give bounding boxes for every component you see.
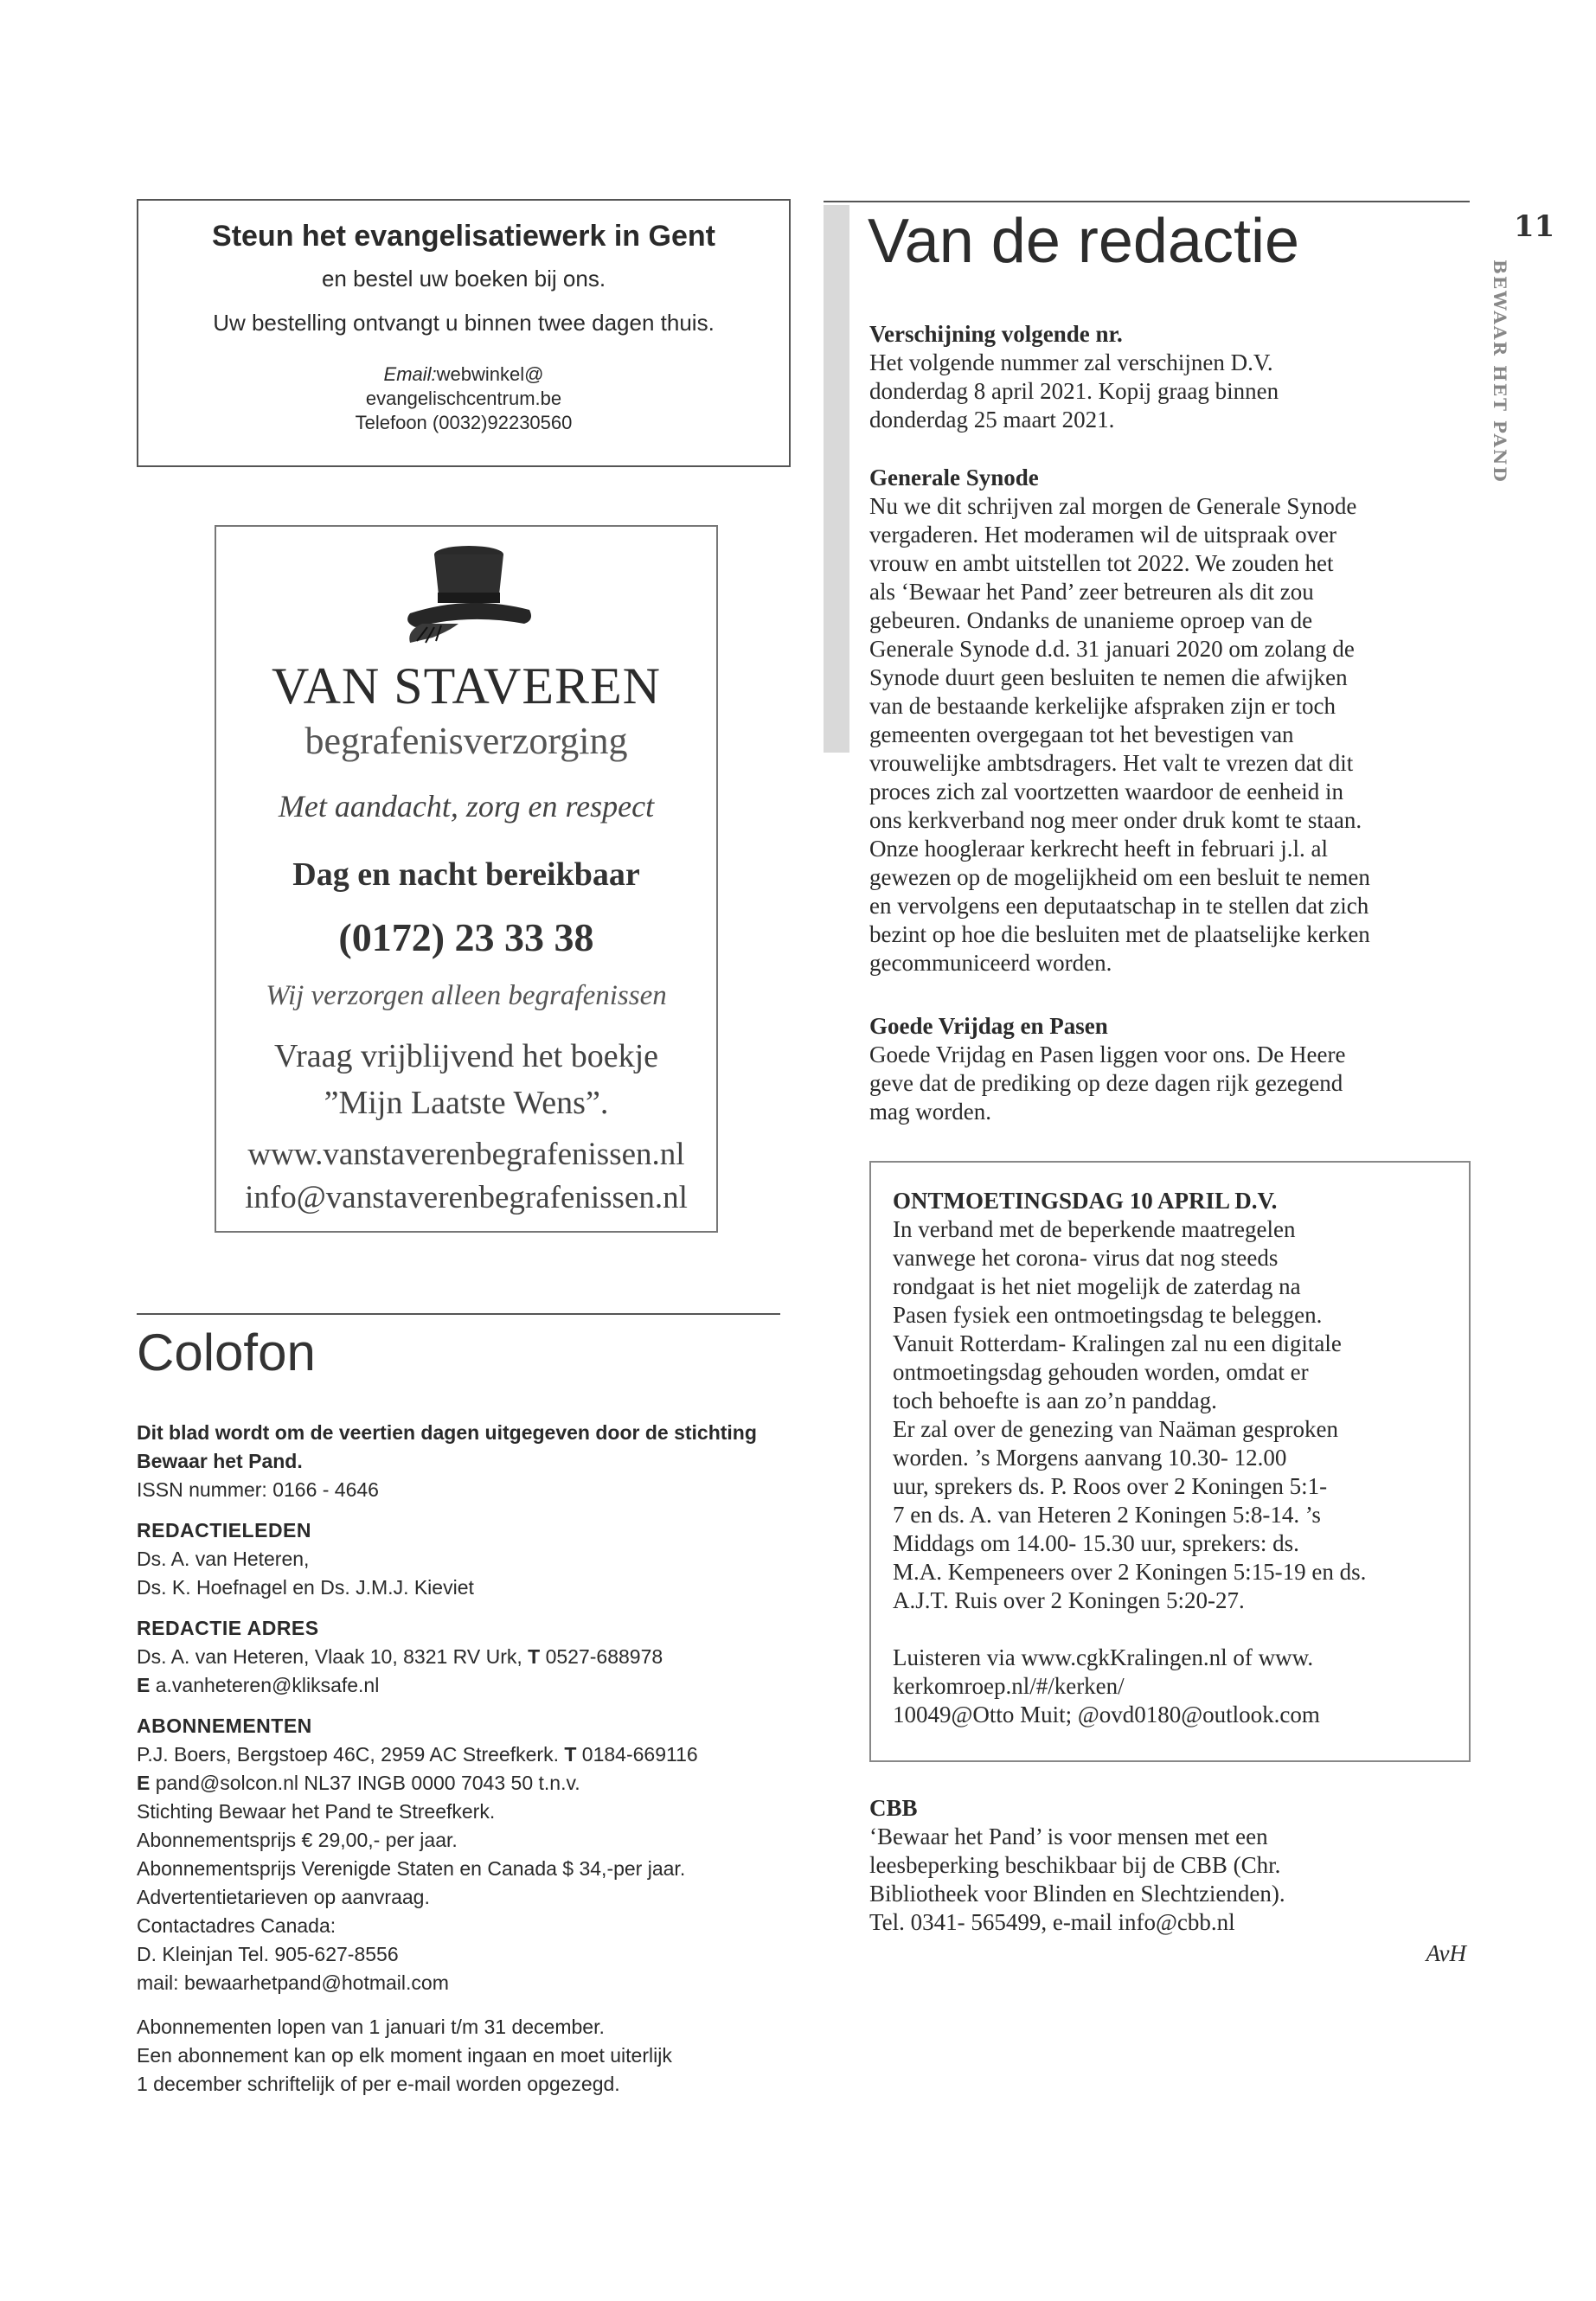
advert-availability: Dag en nacht bereikbaar (292, 856, 640, 893)
meeting-line: vanwege het corona- virus dat nog steeds (893, 1245, 1279, 1271)
abonnementen-line: Abonnementsprijs Verenigde Staten en Canada $ 34,-per jaar. (137, 1857, 686, 1880)
redactie-adres-line (137, 1643, 794, 1671)
colofon-intro: Dit blad wordt om de veertien dagen uitgegeven door de stichting Bewaar het Pand. (137, 1421, 757, 1472)
article-line: ‘Bewaar het Pand’ is voor mensen met een (869, 1823, 1268, 1849)
adres-text: Ds. A. van Heteren, Vlaak 10, 8321 RV Urk, (137, 1645, 522, 1668)
abo-t-value: 0184-669116 (581, 1743, 698, 1766)
article-line: ons kerkverband nog meer onder druk komt te staan. (869, 807, 1362, 833)
running-head: BEWAAR HET PAND (1490, 260, 1510, 484)
meeting-line: In verband met de beperkende maatregelen (893, 1216, 1296, 1242)
meeting-day-box (869, 1161, 1471, 1762)
redactie-adres-heading: REDACTIE ADRES (137, 1617, 319, 1639)
top-hat-gloves-icon (398, 541, 545, 644)
article-line: Onze hoogleraar kerkrecht heeft in februari j.l. al (869, 836, 1328, 862)
advert-phone: (0172) 23 33 38 (338, 915, 594, 959)
meeting-line: M.A. Kempeneers over 2 Koningen 5:15-19 en ds. (893, 1559, 1367, 1585)
funeral-advert (215, 525, 718, 1233)
advert-subtitle: begrafenisverzorging (304, 720, 628, 762)
email-value-domain: evangelischcentrum.be (365, 388, 562, 409)
closing-line: 1 december schriftelijk of per e-mail worden opgezegd. (137, 2073, 620, 2095)
meeting-day-content (893, 1187, 1455, 1729)
article-line: Bibliotheek voor Blinden en Slechtzienden). (869, 1881, 1285, 1907)
article-line: en vervolgens een deputaatschap in te stellen dat zich (869, 893, 1369, 919)
adres-e-value: a.vanheteren@kliksafe.nl (155, 1674, 380, 1696)
redactie-side-bar (824, 205, 849, 753)
article-line: donderdag 25 maart 2021. (869, 407, 1115, 433)
advert-only-funerals: Wij verzorgen alleen begrafenissen (266, 980, 667, 1011)
article-line: Tel. 0341- 565499, e-mail info@cbb.nl (869, 1909, 1235, 1935)
colofon-divider (137, 1313, 780, 1315)
abonnementen-email (137, 1769, 794, 1798)
redactielid-2: Ds. K. Hoefnagel en Ds. J.M.J. Kieviet (137, 1576, 474, 1599)
abonnementen-line: Contactadres Canada: (137, 1914, 337, 1937)
abonnementen-line: Stichting Bewaar het Pand te Streefkerk. (137, 1800, 496, 1823)
article-line: proces zich zal voortzetten waardoor de eenheid in (869, 779, 1343, 804)
bookshop-ad-line2: Uw bestelling ontvangt u binnen twee dagen thuis. (213, 310, 715, 336)
abonnementen-line: mail: bewaarhetpand@hotmail.com (137, 1971, 449, 1994)
article-verschijning (869, 320, 1475, 434)
advert-email: info@vanstaverenbegrafenissen.nl (245, 1180, 688, 1215)
bookshop-ad-line1: en bestel uw boeken bij ons. (321, 266, 606, 292)
meeting-line: worden. ’s Morgens aanvang 10.30- 12.00 (893, 1445, 1287, 1471)
redactie-top-rule (824, 201, 1470, 202)
article-line: gecommuniceerd worden. (869, 950, 1112, 976)
email-label: Email: (383, 363, 437, 385)
article-heading: CBB (869, 1795, 918, 1821)
abonnementen-address (137, 1740, 794, 1769)
article-line: donderdag 8 april 2021. Kopij graag binnen (869, 378, 1279, 404)
advert-website: www.vanstaverenbegrafenissen.nl (247, 1137, 685, 1172)
meeting-listen-line: 10049@Otto Muit; @ovd0180@outlook.com (893, 1702, 1320, 1727)
bookshop-ad-title: Steun het evangelisatiewerk in Gent (212, 220, 715, 253)
article-heading: Goede Vrijdag en Pasen (869, 1013, 1108, 1039)
abonnementen-heading: ABONNEMENTEN (137, 1715, 312, 1737)
colofon-section (137, 1419, 794, 2099)
abonnementen-line: Advertentietarieven op aanvraag. (137, 1886, 430, 1908)
article-line: gebeuren. Ondanks de unanieme oproep van de (869, 607, 1313, 633)
article-heading: Generale Synode (869, 465, 1039, 490)
article-line: gemeenten overgegaan tot het bevestigen van (869, 721, 1294, 747)
article-line: als ‘Bewaar het Pand’ zeer betreuren als dit zou (869, 579, 1314, 605)
article-heading: Verschijning volgende nr. (869, 321, 1123, 347)
meeting-line: Middags om 14.00- 15.30 uur, sprekers: ds. (893, 1530, 1299, 1556)
meeting-line: uur, sprekers ds. P. Roos over 2 Koningen 5:1- (893, 1473, 1328, 1499)
abo-text: P.J. Boers, Bergstoep 46C, 2959 AC Streefkerk. (137, 1743, 559, 1766)
adres-e-label: E (137, 1674, 151, 1696)
meeting-line: ontmoetingsdag gehouden worden, omdat er (893, 1359, 1309, 1385)
page-number: 11 (1514, 209, 1555, 244)
article-line: Nu we dit schrijven zal morgen de Generale Synode (869, 493, 1357, 519)
article-line: Generale Synode d.d. 31 januari 2020 om zolang de (869, 636, 1355, 662)
article-generale-synode (869, 464, 1475, 977)
article-line: gewezen op de mogelijkheid om een besluit te nemen (869, 864, 1370, 890)
advert-motto: Met aandacht, zorg en respect (278, 789, 655, 824)
article-line: Goede Vrijdag en Pasen liggen voor ons. De Heere (869, 1042, 1346, 1067)
article-cbb (869, 1794, 1475, 1937)
bookshop-ad-email (138, 362, 789, 411)
meeting-line: Pasen fysiek een ontmoetingsdag te beleggen. (893, 1302, 1323, 1328)
editor-signature: AvH (1426, 1940, 1466, 1966)
meeting-line: toch behoefte is aan zo’n panddag. (893, 1388, 1217, 1413)
abonnementen-line: D. Kleinjan Tel. 905-627-8556 (137, 1943, 399, 1965)
advert-company-name: VAN STAVEREN (271, 657, 662, 715)
abo-e-value: pand@solcon.nl NL37 INGB 0000 7043 50 t.n.v. (155, 1772, 580, 1794)
closing-line: Abonnementen lopen van 1 januari t/m 31 december. (137, 2016, 605, 2038)
meeting-listen-line: Luisteren via www.cgkKralingen.nl of www. (893, 1644, 1314, 1670)
abo-t-label: T (564, 1743, 577, 1766)
page-title: Van de redactie (868, 207, 1300, 276)
closing-line: Een abonnement kan op elk moment ingaan en moet uiterlijk (137, 2044, 672, 2067)
advert-ask-line1: Vraag vrijblijvend het boekje (273, 1038, 659, 1074)
article-line: van de bestaande kerkelijke afspraken zijn er toch (869, 693, 1336, 719)
abonnementen-line: Abonnementsprijs € 29,00,- per jaar. (137, 1829, 458, 1851)
article-line: vrouw en ambt uitstellen tot 2022. We zouden het (869, 550, 1334, 576)
adres-t-label: T (528, 1645, 541, 1668)
bookshop-ad-box (137, 199, 791, 467)
meeting-line: rondgaat is het niet mogelijk de zaterdag na (893, 1273, 1301, 1299)
article-line: vergaderen. Het moderamen wil de uitspraak over (869, 522, 1337, 548)
colofon-title: Colofon (137, 1324, 316, 1381)
bookshop-ad-phone: Telefoon (0032)92230560 (355, 412, 573, 433)
email-value: webwinkel@ (436, 363, 544, 385)
colofon-issn: ISSN nummer: 0166 - 4646 (137, 1478, 379, 1501)
redactielid-1: Ds. A. van Heteren, (137, 1548, 310, 1570)
article-line: Synode duurt geen besluiten te nemen die afwijken (869, 664, 1348, 690)
article-line: mag worden. (869, 1099, 991, 1125)
abo-e-label: E (137, 1772, 151, 1794)
article-line: Het volgende nummer zal verschijnen D.V. (869, 349, 1273, 375)
advert-ask-line2: ”Mijn Laatste Wens”. (324, 1085, 609, 1121)
meeting-heading: ONTMOETINGSDAG 10 APRIL D.V. (893, 1188, 1278, 1214)
article-line: geve dat de prediking op deze dagen rijk gezegend (869, 1070, 1343, 1096)
meeting-line: Er zal over de genezing van Naäman gesproken (893, 1416, 1339, 1442)
redactieleden-heading: REDACTIELEDEN (137, 1519, 312, 1541)
adres-t-value: 0527-688978 (545, 1645, 663, 1668)
meeting-listen-line: kerkomroep.nl/#/kerken/ (893, 1673, 1125, 1699)
article-line: vrouwelijke ambtsdragers. Het valt te vrezen dat dit (869, 750, 1354, 776)
meeting-line: A.J.T. Ruis over 2 Koningen 5:20-27. (893, 1587, 1245, 1613)
meeting-line: Vanuit Rotterdam- Kralingen zal nu een digitale (893, 1330, 1342, 1356)
article-line: leesbeperking beschikbaar bij de CBB (Chr. (869, 1852, 1281, 1878)
article-line: bezint op hoe die besluiten met de plaatselijke kerken (869, 921, 1370, 947)
article-goede-vrijdag (869, 1012, 1475, 1126)
meeting-line: 7 en ds. A. van Heteren 2 Koningen 5:8-14. ’s (893, 1502, 1321, 1528)
redactie-adres-email (137, 1671, 794, 1700)
